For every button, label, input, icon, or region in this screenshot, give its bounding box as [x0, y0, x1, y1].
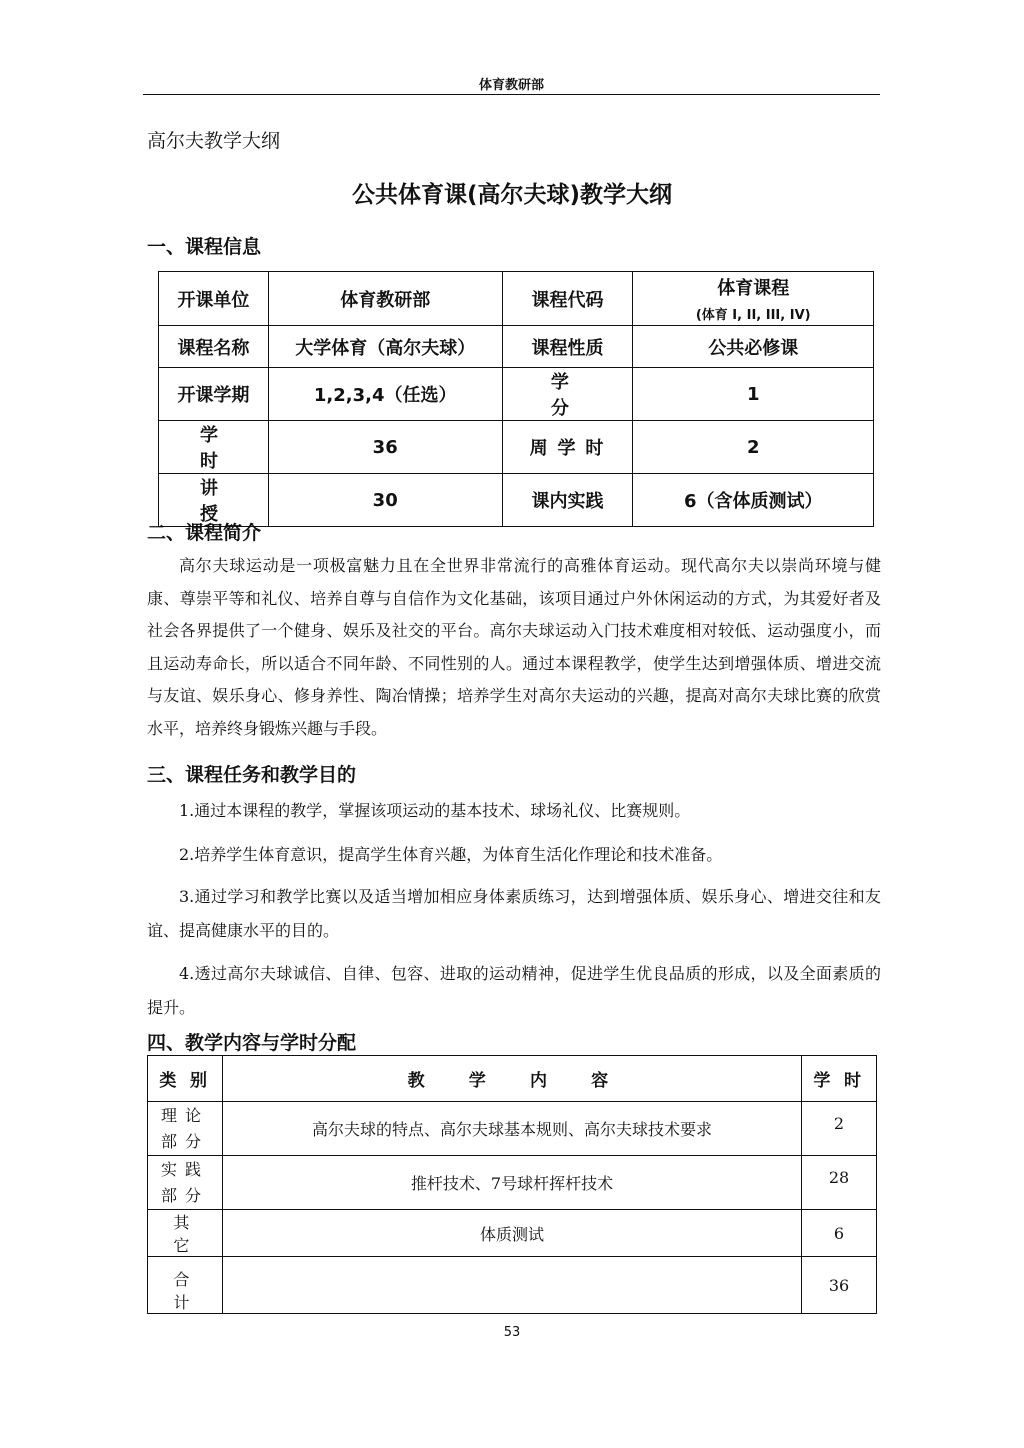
table-cell: 学分 [502, 368, 633, 421]
table-cell: 开课学期 [159, 368, 269, 421]
table-cell [148, 1102, 223, 1156]
table-cell: 课程性质 [502, 326, 633, 368]
table-cell: 6（含体质测试） [633, 474, 874, 527]
category-line: 理论 [160, 1105, 209, 1125]
section-heading-intro: 二、课程简介 [147, 522, 262, 544]
column-header: 教学内容 [222, 1056, 801, 1102]
table-cell: 36 [268, 421, 502, 474]
table-cell: 课程代码 [502, 272, 633, 326]
column-header: 类别 [148, 1056, 223, 1102]
table-cell: 课内实践 [502, 474, 633, 527]
table-row [159, 474, 874, 527]
course-intro-paragraph: 高尔夫球运动是一项极富魅力且在全世界非常流行的高雅体育运动。现代高尔夫以崇尚环境与健康、尊崇平等和礼仪、培养自尊与自信作为文化基础，该项目通过户外休闲运动的方式，为其爱好者及社会各界提供了一个健身、娱乐及社交的平台。高尔夫球运动入门技术难度相对较低、运动强度小，而且运动寿命长，所以适合不同年龄、不同性别的人。通过本课程教学，使学生达到增强体质、增进交流与友谊、娱乐身心、修身养性、陶冶情操；培养学生对高尔夫运动的兴趣，提高对高尔夫球比赛的欣赏水平，培养终身锻炼兴趣与手段。 [147, 556, 881, 738]
table-cell [633, 272, 874, 326]
category-line: 部分 [160, 1185, 209, 1205]
table-cell: 1 [633, 368, 874, 421]
table-cell [222, 1257, 801, 1314]
table-row [148, 1257, 877, 1314]
page-title: 公共体育课(高尔夫球)教学大纲 [351, 182, 673, 208]
hours-allocation-table [147, 1055, 877, 1314]
table-cell: 体育教研部 [268, 272, 502, 326]
table-cell: 讲授 [159, 474, 269, 527]
header-rule [143, 94, 880, 95]
table-cell [148, 1156, 223, 1210]
section-heading-content: 四、教学内容与学时分配 [147, 1032, 357, 1054]
task-item: 3.通过学习和教学比赛以及适当增加相应身体素质练习，达到增强体质、娱乐身心、增进交往和友谊、提高健康水平的目的。 [147, 887, 881, 940]
table-row [159, 421, 874, 474]
table-cell: 2 [802, 1102, 877, 1156]
table-cell: 高尔夫球的特点、高尔夫球基本规则、高尔夫球技术要求 [222, 1102, 801, 1156]
course-code-subtitle: (体育 I, II, III, IV) [695, 308, 811, 323]
column-header: 学时 [802, 1056, 877, 1102]
table-cell: 其它 [148, 1210, 223, 1257]
table-cell: 周学时 [502, 421, 633, 474]
table-cell: 1,2,3,4（任选） [268, 368, 502, 421]
task-item: 2.培养学生体育意识，提高学生体育兴趣，为体育生活化作理论和技术准备。 [179, 845, 723, 864]
table-row [148, 1210, 877, 1257]
task-item: 1.通过本课程的教学，掌握该项运动的基本技术、球场礼仪、比赛规则。 [179, 801, 691, 820]
table-cell: 推杆技术、7号球杆挥杆技术 [222, 1156, 801, 1210]
table-row [148, 1102, 877, 1156]
task-item: 4.透过高尔夫球诚信、自律、包容、进取的运动精神，促进学生优良品质的形成，以及全面素质的提升。 [147, 964, 881, 1017]
course-info-table [158, 271, 874, 527]
table-row [159, 368, 874, 421]
table-row [159, 272, 874, 326]
table-cell: 公共必修课 [633, 326, 874, 368]
table-cell: 2 [633, 421, 874, 474]
table-cell: 学时 [159, 421, 269, 474]
table-cell: 30 [268, 474, 502, 527]
course-code-value: 体育课程 [717, 278, 790, 299]
table-row [148, 1156, 877, 1210]
table-cell: 开课单位 [159, 272, 269, 326]
table-cell: 课程名称 [159, 326, 269, 368]
category-line: 实践 [160, 1159, 209, 1179]
page-number: 53 [503, 1325, 521, 1340]
table-cell: 大学体育（高尔夫球） [268, 326, 502, 368]
running-header: 体育教研部 [478, 78, 544, 93]
table-cell: 36 [802, 1257, 877, 1314]
table-header-row [148, 1056, 877, 1102]
document-label: 高尔夫教学大纲 [147, 130, 281, 152]
table-cell: 合计 [148, 1257, 223, 1314]
table-cell: 体质测试 [222, 1210, 801, 1257]
table-row [159, 326, 874, 368]
category-line: 部分 [160, 1131, 209, 1151]
table-cell: 6 [802, 1210, 877, 1257]
section-heading-info: 一、课程信息 [147, 236, 262, 258]
section-heading-tasks: 三、课程任务和教学目的 [147, 764, 357, 786]
table-cell: 28 [802, 1156, 877, 1210]
